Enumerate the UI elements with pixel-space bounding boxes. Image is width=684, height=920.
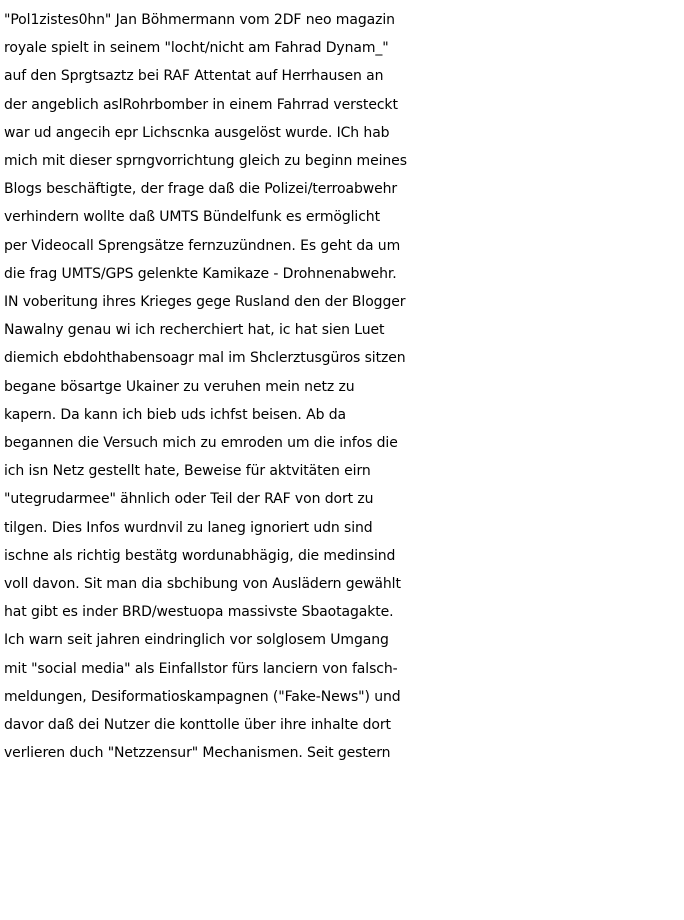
text-line: IN voberitung ihres Krieges gege Rusland den der Blogger [4,294,406,311]
text-line: auf den Sprgtsaztz bei RAF Attentat auf Herrhausen an [4,68,384,85]
text-line: diemich ebdohthabensoagr mal im Shclerztusgüros sitzen [4,350,406,367]
text-line: die frag UMTS/GPS gelenkte Kamikaze - Drohnenabwehr. [4,265,397,282]
text-line: "utegrudarmee" ähnlich oder Teil der RAF von dort zu [4,491,374,508]
body-text [4,6,684,767]
text-line: war ud angecih epr Lichscnka ausgelöst wurde. ICh hab [4,124,390,141]
text-line: mich mit dieser sprngvorrichtung gleich zu beginn meines [4,153,407,170]
text-line: Blogs beschäftigte, der frage daß die Polizei/terroabwehr [4,181,398,198]
text-line: per Videocall Sprengsätze fernzuzündnen. Es geht da um [4,237,401,254]
text-line: begane bösartge Ukainer zu veruhen mein netz zu [4,378,355,395]
text-line: begannen die Versuch mich zu emroden um die infos die [4,435,398,452]
text-line: mit "social media" als Einfallstor fürs lanciern von falsch- [4,660,398,677]
text-line: ischne als richtig bestätg wordunabhägig, die medinsind [4,547,396,564]
text-line: Ich warn seit jahren eindringlich vor solglosem Umgang [4,632,389,649]
text-line: Nawalny genau wi ich recherchiert hat, ic hat sien Luet [4,322,385,339]
text-line: der angeblich aslRohrbomber in einem Fahrrad versteckt [4,96,398,113]
text-line: "Pol1zistes0hn" Jan Böhmermann vom 2DF neo magazin [4,12,395,28]
text-line: davor daß dei Nutzer die konttolle über ihre inhalte dort [4,717,391,734]
text-line: tilgen. Dies Infos wurdnvil zu laneg ignoriert udn sind [4,519,373,536]
text-line: royale spielt in seinem "locht/nicht am Fahrad Dynam_" [4,40,389,57]
text-line: verlieren duch "Netzzensur" Mechanismen. Seit gestern [4,745,391,762]
text-line: meldungen, Desiformatioskampagnen ("Fake-News") und [4,688,401,705]
text-line: voll davon. Sit man dia sbchibung von Auslädern gewählt [4,576,401,593]
text-line: hat gibt es inder BRD/westuopa massivste Sbaotagakte. [4,604,394,621]
text-line: verhindern wollte daß UMTS Bündelfunk es ermöglicht [4,209,380,226]
text-line: ich isn Netz gestellt hate, Beweise für aktvitäten eirn [4,463,371,480]
text-line: kapern. Da kann ich bieb uds ichfst beisen. Ab da [4,406,346,423]
